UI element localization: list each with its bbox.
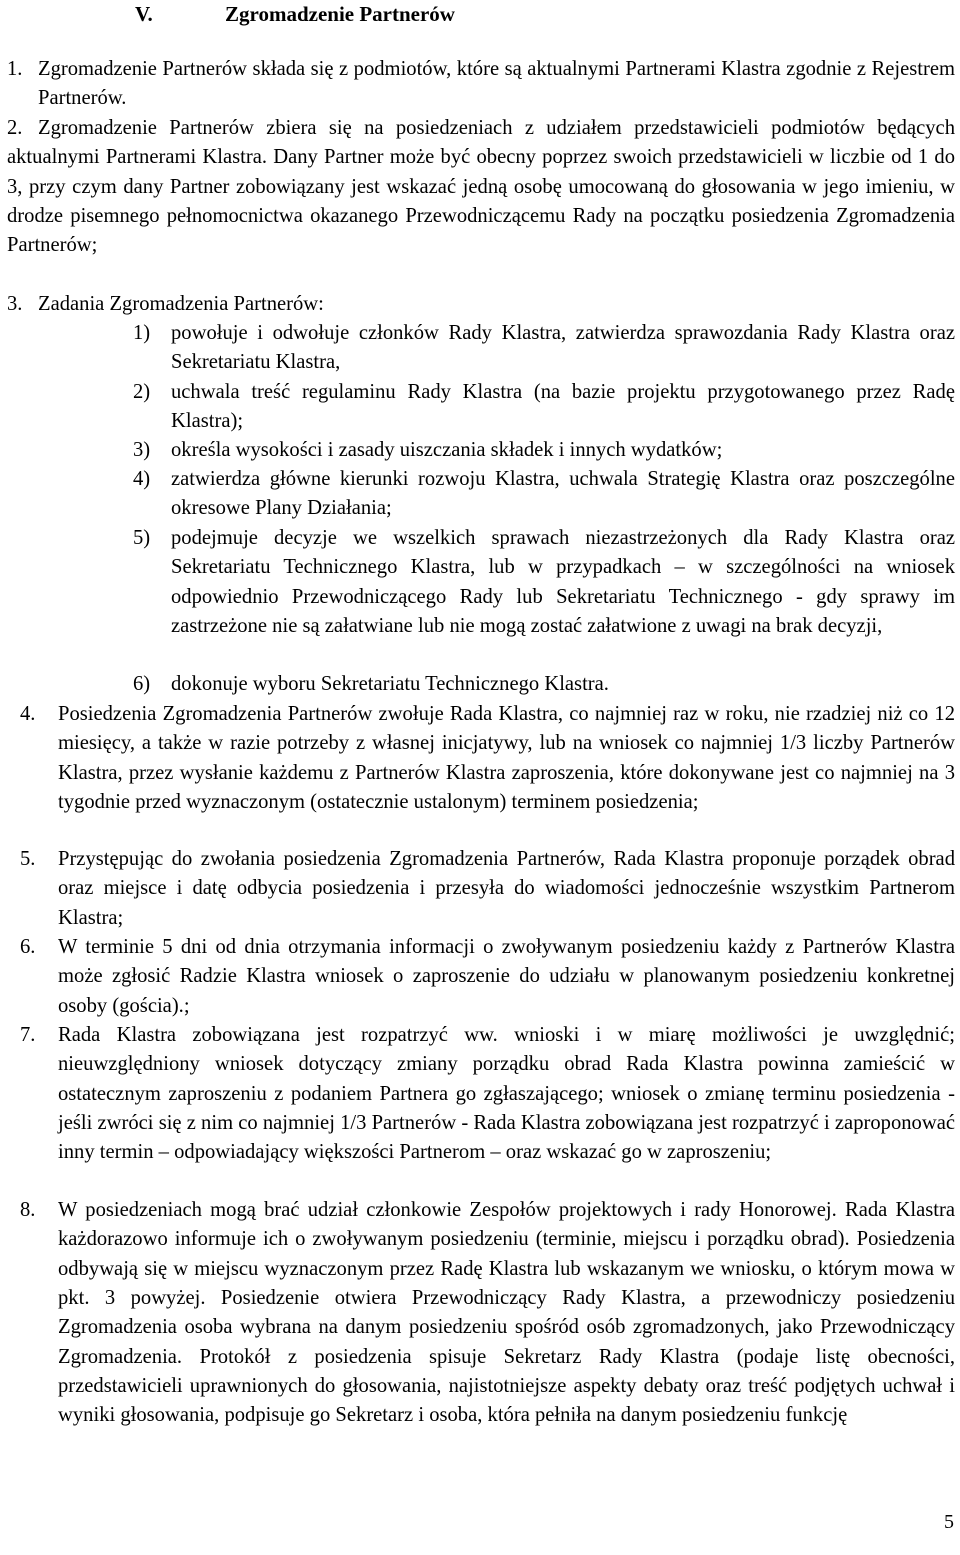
task-text: dokonuje wyboru Sekretariatu Technicznego Klastra. bbox=[171, 673, 609, 695]
task-item bbox=[133, 378, 955, 437]
page-number: 5 bbox=[944, 1511, 954, 1533]
item-text: Posiedzenia Zgromadzenia Partnerów zwołuje Rada Klastra, co najmniej raz w roku, nie rzadziej niż co 12 miesięcy, a także w razie potrzeby z własnej inicjatywy, lub na wniosek co najmniej 1/3 liczby Partnerów Klastra, przez wysłanie każdemu z Partnerów Klastra zaproszenia, które dokonywane jest co najmniej na 3 tygodnie przed wyznaczonym (ostatecznie ustalonym) terminem posiedzenia; bbox=[58, 703, 955, 814]
item-text: Zgromadzenie Partnerów składa się z podmiotów, które są aktualnymi Partnerami Klastra zgodnie z Rejestrem Partnerów. bbox=[38, 58, 955, 110]
list-item bbox=[20, 1021, 955, 1168]
item-number: 3. bbox=[7, 293, 23, 315]
list-item bbox=[7, 290, 955, 319]
task-number: 5) bbox=[133, 527, 151, 549]
item-number: 2. bbox=[7, 117, 23, 139]
list-item bbox=[20, 933, 955, 1021]
item-number: 4. bbox=[20, 703, 36, 725]
item-number: 7. bbox=[20, 1024, 36, 1046]
item-number: 8. bbox=[20, 1199, 36, 1221]
task-number: 2) bbox=[133, 381, 151, 403]
task-text: powołuje i odwołuje członków Rady Klastra, zatwierdza sprawozdania Rady Klastra oraz Sekretariatu Klastra, bbox=[171, 322, 955, 374]
task-text: określa wysokości i zasady uiszczania składek i innych wydatków; bbox=[171, 439, 723, 461]
task-item bbox=[133, 670, 955, 699]
task-number: 6) bbox=[133, 673, 151, 695]
item-text: W posiedzeniach mogą brać udział członkowie Zespołów projektowych i rady Honorowej. Rada Klastra każdorazowo informuje ich o zwoływanym posiedzeniu (terminie, miejscu i porządku obrad). Posiedzenia odbywają się w miejscu wyznaczonym przez Radę Klastra lub wskazanym we wniosku, o którym mowa w pkt. 3 powyżej. Posiedzenie otwiera Przewodniczący Rady Klastra, a przewodniczy posiedzeniu Zgromadzenia osoba wybrana na danym posiedzeniu spośród osób zgromadzonych, jako Przewodniczący Zgromadzenia. Protokół z posiedzenia spisuje Sekretarz Rady Klastra (podaje listę obecności, przedstawicieli uprawnionych do głosowania, najistotniejsze aspekty debaty oraz treść podjętych uchwał i wyniki głosowania, podpisuje go Sekretarz i osoba, która pełniła na danym posiedzeniu funkcję bbox=[58, 1199, 955, 1427]
item-text: Rada Klastra zobowiązana jest rozpatrzyć ww. wnioski i w miarę możliwości je uwzględnić; nieuwzględniony wniosek dotyczący zmiany porządku obrad Rada Klastra powinna zamieścić w ostatecznym zaproszeniu z podaniem Partnera go zgłaszającego; wniosek o zmianę terminu posiedzenia - jeśli zwróci się z nim co najmniej 1/3 Partnerów - Rada Klastra zobowiązana jest rozpatrzyć i zaproponować inny termin – odpowiadający większości Partnerom – oraz wskazać go w zaproszeniu; bbox=[58, 1024, 955, 1164]
task-number: 3) bbox=[133, 439, 151, 461]
item-text: Zgromadzenie Partnerów zbiera się na posiedzeniach z udziałem przedstawicieli podmiotów będących aktualnymi Partnerami Klastra. Dany Partner może być obecny poprzez swoich przedstawicieli w liczbie od 1 do 3, przy czym dany Partner zobowiązany jest wskazać jedną osobę umocowaną do głosowania w jego imieniu, w drodze pisemnego pełnomocnictwa okazanego Przewodniczącemu Rady na początku posiedzenia Zgromadzenia Partnerów; bbox=[7, 117, 955, 257]
section-number: V. bbox=[135, 2, 153, 26]
item-text: W terminie 5 dni od dnia otrzymania informacji o zwoływanym posiedzeniu każdy z Partnerów Klastra może zgłosić Radzie Klastra wniosek o zaproszenie do udziału w planowanym posiedzeniu konkretnej osoby (gościa).; bbox=[58, 936, 955, 1017]
item-number: 1. bbox=[7, 58, 23, 80]
section-title: Zgromadzenie Partnerów bbox=[225, 2, 455, 26]
item-text: Zadania Zgromadzenia Partnerów: bbox=[38, 293, 324, 315]
task-item bbox=[133, 436, 955, 465]
task-item bbox=[133, 465, 955, 524]
item-number: 6. bbox=[20, 936, 36, 958]
task-number: 4) bbox=[133, 468, 151, 490]
task-text: zatwierdza główne kierunki rozwoju Klastra, uchwala Strategię Klastra oraz poszczególne okresowe Plany Działania; bbox=[171, 468, 955, 520]
list-item bbox=[7, 55, 955, 114]
item-text: Przystępując do zwołania posiedzenia Zgromadzenia Partnerów, Rada Klastra proponuje porządek obrad oraz miejsce i datę odbycia posiedzenia i przesyła do wiadomości jednocześnie wszystkim Partnerom Klastra; bbox=[58, 848, 955, 929]
task-text: podejmuje decyzje we wszelkich sprawach niezastrzeżonych dla Rady Klastra oraz Sekretariatu Technicznego Klastra, lub w przypadkach – w szczególności na wniosek odpowiednio Przewodniczącego Rady lub Sekretariatu Technicznego - gdy sprawy im zastrzeżone nie są załatwiane lub nie mogą zostać załatwione z uwagi na brak decyzji, bbox=[171, 527, 955, 638]
item-number: 5. bbox=[20, 848, 36, 870]
list-item bbox=[20, 845, 955, 933]
task-text: uchwala treść regulaminu Rady Klastra (na bazie projektu przygotowanego przez Radę Klastra); bbox=[171, 381, 955, 433]
task-number: 1) bbox=[133, 322, 151, 344]
list-item bbox=[20, 700, 955, 817]
list-item bbox=[7, 114, 955, 261]
list-item bbox=[20, 1196, 955, 1431]
section-heading bbox=[135, 0, 455, 28]
task-item bbox=[133, 319, 955, 378]
task-item bbox=[133, 524, 955, 641]
